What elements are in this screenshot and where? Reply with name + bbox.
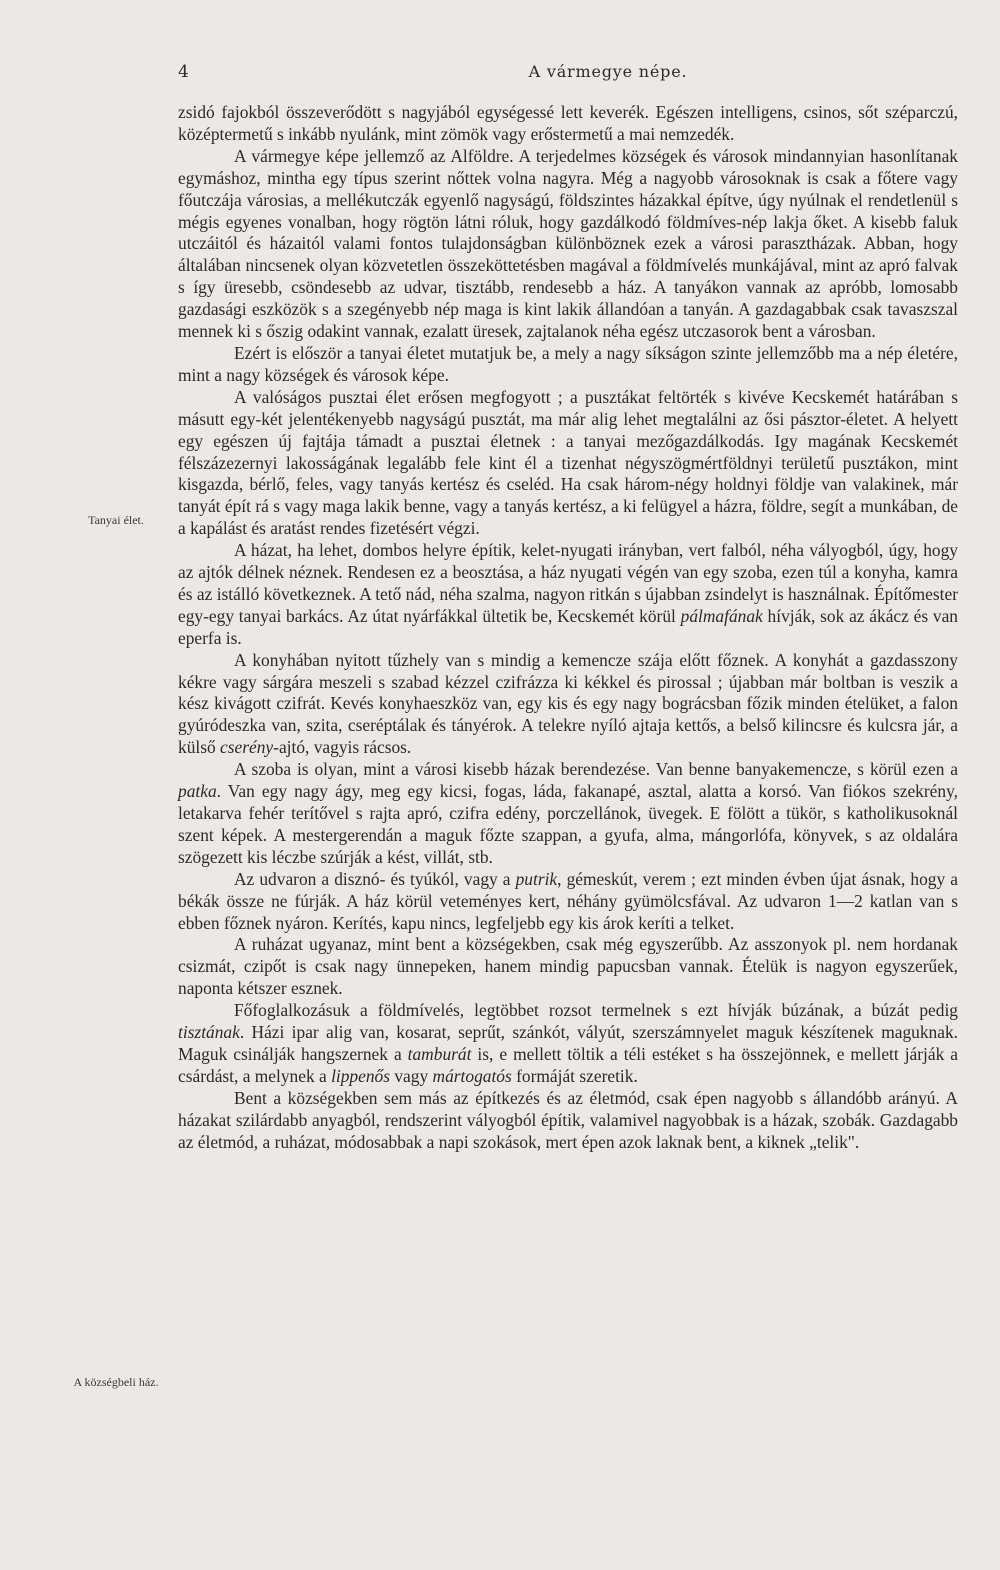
paragraph: zsidó fajokból összeverődött s nagyjából egységessé lett keverék. Egészen intelligens, csinos, sőt széparczú, középtermetű s inkább nyulánk, mint zömök vagy erőstermetű a mai nemzedék. xyxy=(178,102,958,144)
paragraph: A szoba is olyan, mint a városi kisebb házak berendezése. Van benne banyakemencze, s körül ezen a patka. Van egy nagy ágy, meg egy kicsi, fogas, láda, fakanapé, asztal, alatta a korsó. Van fiókos szekrény, letakarva fehér terítővel s rajta apró, czifra edény, porczellánok, üvegek. E fölött a tükör, s katholikusoknál szent képek. A mestergerendán a maguk főzte szappan, a gyufa, alma, mángorlófa, könyvek, s az oldalára szögezett kis léczbe szúrják a kést, villát, stb. xyxy=(178,759,958,867)
paragraph: A vármegye képe jellemző az Alföldre. A terjedelmes községek és városok mindannyian hasonlítanak egymáshoz, mintha egy típus szerint nőttek volna nagyra. Még a nagyobb városoknak is csak a főtere vagy főutczája városias, a mellékutczák egyenlő nagyságú, földszintes házakkal építve, úgy nyúlnak el rendetlenül s mégis egyenes vonalban, hogy rögtön látni róluk, hogy gazdálkodó földmíves-nép lakja őket. A kisebb faluk utczáitól és házaitól valami fontos tulajdonságban különböznek ezek a városi parasztházak. Abban, hogy általában nincsenek olyan közvetetlen összeköttetésben magával a földmívelés munkájával, mint az apró falvak s így üresebb, csöndesebb az udvar, tisztább, rendesebb a ház. A tanyákon vannak az apróbb, lomosabb gazdasági eszközök s a szegényebb nép maga is kint lakik állandóan a tanyán. A gazdagabbak csak tavaszszal mennek ki s őszig odakint vannak, ezalatt üresek, zajtalanok néha egész utczasorok bent a városban. xyxy=(178,145,958,342)
paragraph: Bent a községekben sem más az építkezés és az életmód, csak épen nagyobb s állandóbb arányú. A házakat szilárdabb anyagból, rendszerint vályogból építik, valamivel nagyobbak is a házak, szobák. Gazdagabb az életmód, a ruházat, módosabbak a napi szokások, mert épen azok laknak bent, a kiknek „telik". xyxy=(178,1087,958,1152)
paragraph: A ruházat ugyanaz, mint bent a községekben, csak még egyszerűbb. Az asszonyok pl. nem hordanak csizmát, czipőt is csak nagy ünnepeken, hanem mindig papucsban vannak. Ételük is nagyon egyszerűek, naponta kétszer esznek. xyxy=(178,934,958,999)
running-title: A vármegye népe. xyxy=(528,62,688,81)
margin-note-kozsegbeli-haz: A községbeli ház. xyxy=(73,1375,159,1389)
paragraph: Ezért is először a tanyai életet mutatjuk be, a mely a nagy síkságon szinte jellemzőbb ma a nép életére, mint a nagy községek és városok képe. xyxy=(178,342,958,385)
paragraph: A házat, ha lehet, dombos helyre építik, kelet-nyugati irányban, vert falból, néha vályogból, úgy, hogy az ajtók délnek néznek. Rendesen ez a beosztása, a ház nyugati végén van egy szoba, ezen túl a konyha, kamra és az istálló következnek. A tető nád, néha szalma, nagyon ritkán s újabban zsindelyt is használnak. Építőmester egy-egy tanyai barkács. Az útat nyárfákkal ültetik be, Kecskemét körül pálmafának hívják, sok az ákácz és van eperfa is. xyxy=(178,540,959,648)
paragraph: Főfoglalkozásuk a földmívelés, legtöbbet rozsot termelnek s ezt hívják búzának, a búzát pedig tisztának. Házi ipar alig van, kosarat, seprűt, szánkót, vályút, szerszámnyelet maguk készítenek maguknak. Maguk csinálják hangszernek a tamburát is, e mellett töltik a téli estéket s ha összejönnek, e mellett járják a csárdást, a melynek a lippenős vagy mártogatós formáját szeretik. xyxy=(178,1000,958,1086)
margin-note-tanyai-elet: Tanyai élet. xyxy=(88,513,144,527)
page-header xyxy=(178,62,958,84)
paragraph: A konyhában nyitott tűzhely van s mindig a kemencze szája előtt főznek. A konyhát a gazdasszony kékre vagy sárgára meszeli s szabad kézzel czifrázza ki kékkel és pirossal ; újabban már boltban is veszik a kész kivágott czifrát. Kevés konyhaeszköz van, egy kis és egy nagy bográcsban főzik minden ételüket, a falon gyúródeszka van, szita, cseréptálak és tányérok. A telekre nyíló ajtaja kettős, a belső kilincsre és kulcsra jár, a külső cserény-ajtó, vagyis rácsos. xyxy=(178,649,958,758)
page-number: 4 xyxy=(178,62,189,82)
body-text xyxy=(178,102,958,1154)
paragraph: A valóságos pusztai élet erősen megfogyott ; a pusztákat feltörték s kivéve Kecskemét határában s másutt egy-két jelentékenyebb nagyságú pusztát, ma már alig lehet megtalálni az ősi pásztor-életet. A helyett egy egészen új fajtája támadt a pusztai életnek : a tanyai mezőgazdálkodás. Igy magának Kecskemét félszázezernyi lakosságának legalább fele kint él a tizenhat négyszögmértföldnyi területű pusztákon, mint kisgazda, bérlő, feles, vagy tanyás kertész és cseléd. Ha csak három-négy holdnyi földje van valakinek, már tanyát épít rá s vagy maga lakik benne, vagy a tanyás kertész, a ki felügyel a házra, földre, segít a munkában, de a kapálást és aratást rendes fizetésért végzi. xyxy=(178,386,958,539)
paragraph: Az udvaron a disznó- és tyúkól, vagy a putrik, gémeskút, verem ; ezt minden évben újat ásnak, hogy a békák össze ne fúrják. A ház körül veteményes kert, néhány gyümölcsfával. Az udvaron 1—2 katlan van s ebben főznek nyáron. Kerítés, kapu nincs, legfeljebb egy kis árok keríti a telket. xyxy=(178,868,958,933)
